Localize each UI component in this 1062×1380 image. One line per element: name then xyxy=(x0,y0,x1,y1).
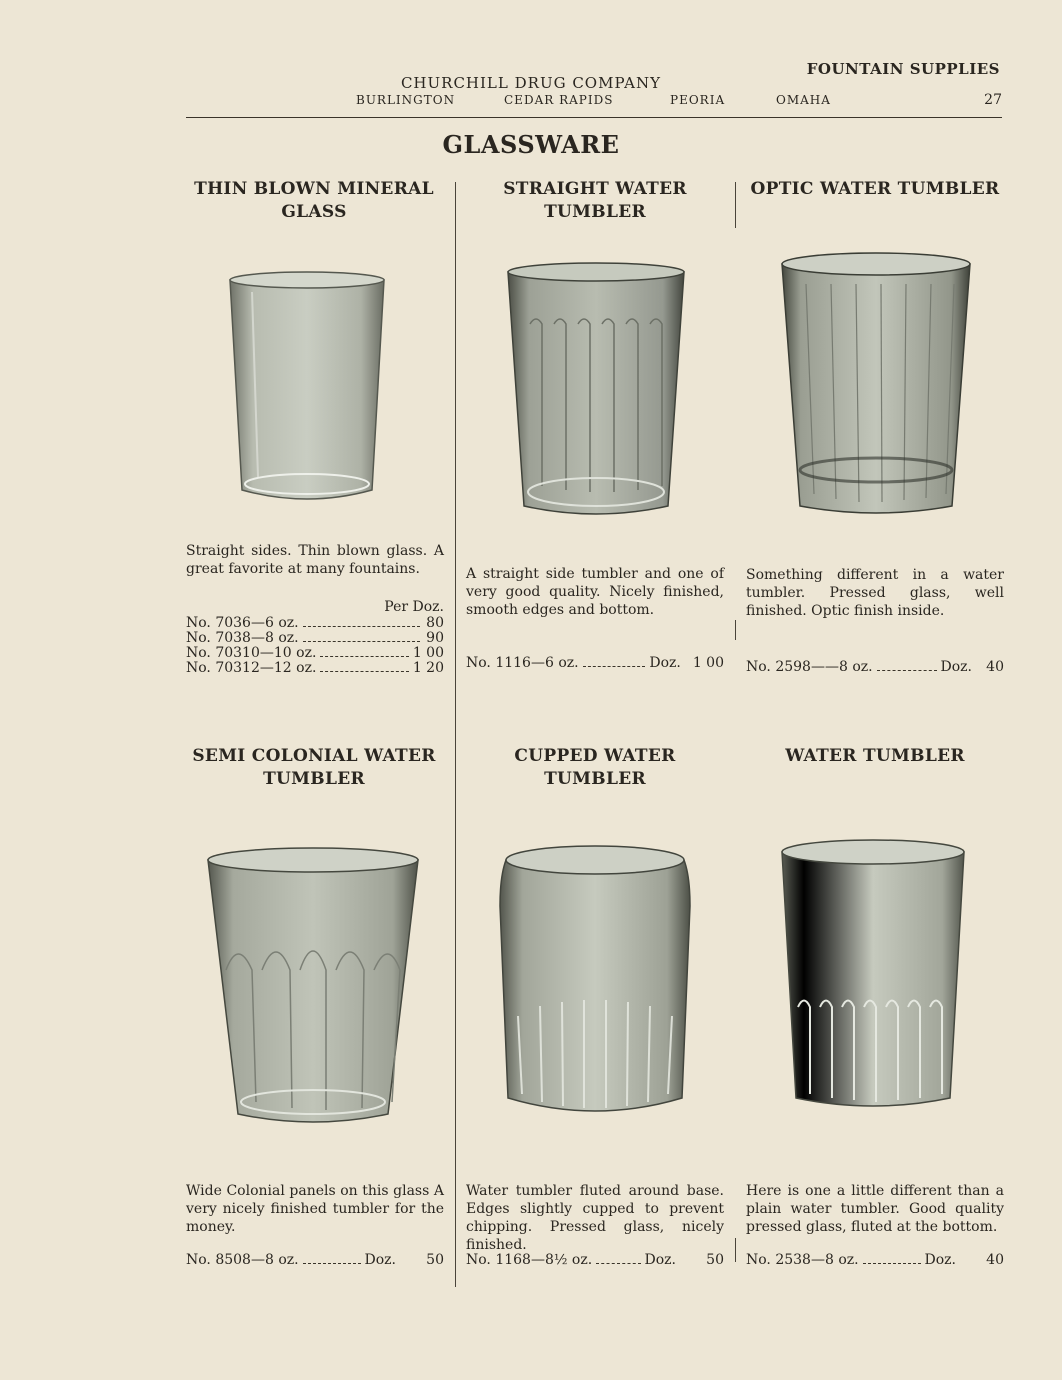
product-card-straight-water-tumbler xyxy=(464,178,726,224)
product-description: Something different in a water tumbler. Pressed glass, well finished. Optic finish inside. xyxy=(746,567,1004,619)
product-title xyxy=(183,178,445,224)
price-list xyxy=(186,598,444,676)
column-divider-right-mid xyxy=(735,620,736,640)
product-title xyxy=(744,178,1006,201)
price-row xyxy=(746,1253,1004,1268)
product-title xyxy=(744,745,1006,768)
product-title xyxy=(183,745,445,791)
item-number: No. 70312—12 oz. xyxy=(186,660,317,676)
product-title-line: OPTIC WATER TUMBLER xyxy=(750,179,1000,199)
item-number: No. 7038—8 oz. xyxy=(186,630,299,646)
item-number: No. 2598——8 oz. xyxy=(746,659,873,675)
product-title-line: TUMBLER xyxy=(544,769,646,789)
item-price: 1 00 xyxy=(412,645,444,661)
product-title-line: CUPPED WATER xyxy=(514,746,676,766)
column-divider-right-bottom xyxy=(735,1238,736,1262)
page-title: GLASSWARE xyxy=(442,130,620,159)
page-number: 27 xyxy=(984,92,1002,108)
glass-photo-semi-colonial xyxy=(204,840,422,1130)
price-list xyxy=(746,1253,1004,1268)
product-card-cupped-water-tumbler xyxy=(464,745,726,791)
column-divider-right-top xyxy=(735,182,736,228)
price-row xyxy=(186,1253,444,1268)
item-price: 1 20 xyxy=(412,660,444,676)
item-number: No. 2538—8 oz. xyxy=(746,1252,859,1268)
product-card-optic-water-tumbler xyxy=(744,178,1006,201)
product-card-water-tumbler xyxy=(744,745,1006,768)
item-number: No. 70310—10 oz. xyxy=(186,645,317,661)
glass-photo-straight-water xyxy=(502,254,690,522)
price-row xyxy=(186,631,444,646)
glass-photo-thin-blown xyxy=(222,262,392,508)
product-description: Straight sides. Thin blown glass. A great favorite at many fountains. xyxy=(186,543,444,577)
glass-photo-water-tumbler xyxy=(778,832,968,1114)
product-title xyxy=(464,178,726,224)
item-price: 50 xyxy=(426,1252,444,1268)
city-peoria: PEORIA xyxy=(670,93,726,107)
header-rule xyxy=(186,117,1002,118)
item-price: 40 xyxy=(986,659,1004,675)
glass-photo-cupped-water xyxy=(496,836,694,1124)
price-row xyxy=(466,1253,724,1268)
item-number: No. 1168—8½ oz. xyxy=(466,1252,593,1268)
city-cedar-rapids: CEDAR RAPIDS xyxy=(504,93,614,107)
price-list xyxy=(466,1253,724,1268)
price-row xyxy=(186,616,444,631)
product-card-semi-colonial-water-tumbler xyxy=(183,745,445,791)
price-row xyxy=(186,661,444,676)
item-price: 50 xyxy=(706,1252,724,1268)
product-title-line: STRAIGHT WATER xyxy=(503,179,687,199)
item-price: 90 xyxy=(426,630,444,646)
product-title xyxy=(464,745,726,791)
product-title-line: TUMBLER xyxy=(263,769,365,789)
price-unit: Doz. xyxy=(364,1252,396,1268)
city-burlington: BURLINGTON xyxy=(356,93,456,107)
item-number: No. 1116—6 oz. xyxy=(466,655,579,671)
price-row xyxy=(746,660,1004,675)
section-title: FOUNTAIN SUPPLIES xyxy=(806,60,1000,78)
product-title-line: SEMI COLONIAL WATER xyxy=(192,746,436,766)
price-unit: Doz. xyxy=(644,1252,676,1268)
product-description: Here is one a little different than a plain water tumbler. Good quality pressed glass, fluted at the bottom. xyxy=(746,1183,1004,1235)
item-price: 80 xyxy=(426,615,444,631)
price-list xyxy=(466,656,724,671)
product-title-line: THIN BLOWN MINERAL xyxy=(194,179,434,199)
price-list xyxy=(746,660,1004,675)
product-description: Wide Colonial panels on this glass A very nicely finished tumbler for the money. xyxy=(186,1183,444,1235)
item-number: No. 7036—6 oz. xyxy=(186,615,299,631)
column-divider-left xyxy=(455,182,456,1287)
product-card-thin-blown-mineral-glass xyxy=(183,178,445,224)
product-title-line: TUMBLER xyxy=(544,202,646,222)
price-unit: Doz. xyxy=(649,655,681,671)
price-unit: Doz. xyxy=(940,659,972,675)
price-unit: Doz. xyxy=(924,1252,956,1268)
price-row xyxy=(186,646,444,661)
product-title-line: WATER TUMBLER xyxy=(785,746,965,766)
product-title-line: GLASS xyxy=(281,202,347,222)
glass-photo-optic-water xyxy=(776,244,976,520)
product-description: Water tumbler fluted around base. Edges slightly cupped to prevent chipping. Pressed glass, nicely finished. xyxy=(466,1183,724,1253)
price-row xyxy=(466,656,724,671)
per-doz-label: Per Doz. xyxy=(384,599,444,615)
item-number: No. 8508—8 oz. xyxy=(186,1252,299,1268)
product-description: A straight side tumbler and one of very good quality. Nicely finished, smooth edges and bottom. xyxy=(466,566,724,618)
price-list xyxy=(186,1253,444,1268)
item-price: 40 xyxy=(986,1252,1004,1268)
company-name: CHURCHILL DRUG COMPANY xyxy=(400,74,662,92)
item-price: 1 00 xyxy=(692,655,724,671)
city-omaha: OMAHA xyxy=(776,93,831,107)
